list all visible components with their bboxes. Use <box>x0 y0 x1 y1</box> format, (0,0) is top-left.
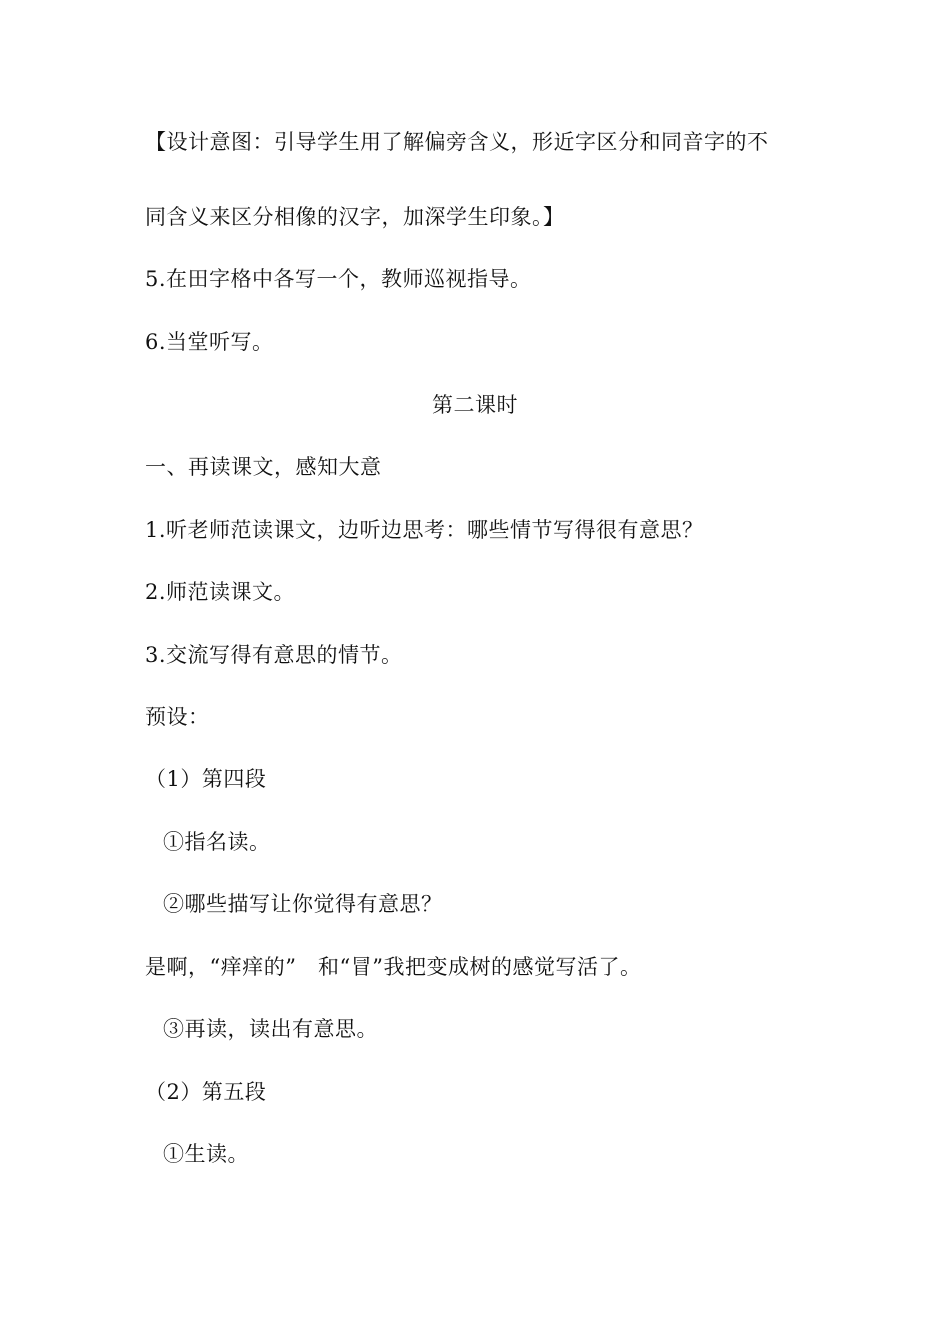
preset-label: 预设： <box>145 705 210 729</box>
commentary-text: 是啊，“痒痒的” 和“冒”我把变成树的感觉写活了。 <box>145 955 642 979</box>
part-one-heading: 一、再读课文，感知大意 <box>145 455 382 479</box>
item-3-text: 3.交流写得有意思的情节。 <box>145 643 403 667</box>
sub-item-3-text: ③再读，读出有意思。 <box>163 1017 378 1041</box>
subsection-5-heading: （2）第五段 <box>145 1080 267 1104</box>
sub-item-2-text: ②哪些描写让你觉得有意思？ <box>163 892 443 916</box>
step-5-text: 5.在田字格中各写一个，教师巡视指导。 <box>145 267 532 291</box>
step-6-text: 6.当堂听写。 <box>145 330 274 354</box>
sub-item-5-1-text: ①生读。 <box>163 1142 249 1166</box>
item-1-text: 1.听老师范读课文，边听边思考：哪些情节写得很有意思？ <box>145 518 704 542</box>
section-heading: 第二课时 <box>432 393 518 417</box>
design-intent-line-1: 【设计意图：引导学生用了解偏旁含义，形近字区分和同音字的不 <box>145 130 769 154</box>
design-intent-line-2: 同含义来区分相像的汉字，加深学生印象。】 <box>145 205 565 229</box>
subsection-4-heading: （1）第四段 <box>145 767 267 791</box>
sub-item-1-text: ①指名读。 <box>163 830 271 854</box>
item-2-text: 2.师范读课文。 <box>145 580 296 604</box>
